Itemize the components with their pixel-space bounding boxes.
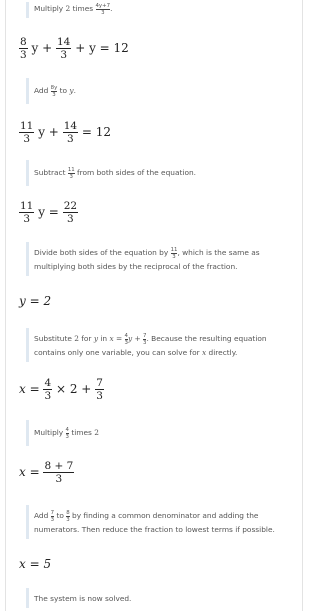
step-explanation-5 [26,328,288,362]
fraction-denominator: 3 [69,173,73,180]
step-variable: x [202,347,207,357]
step-bar [26,78,29,104]
fraction-numerator: 4 [124,332,128,339]
step-text-part: Substitute [34,334,75,343]
step-explanation-8 [26,588,288,608]
fraction-numerator: 4y+7 [95,2,111,9]
fraction-denominator: 3 [143,339,147,346]
fraction-numerator: 8 + 7 [44,460,74,472]
fraction-numerator: 14 [57,36,71,48]
fraction [19,120,34,145]
step-text [34,242,288,273]
step-text-part: Add [34,86,51,95]
equation-text: y = [38,205,59,219]
fraction-denominator: 3 [43,472,74,485]
fraction [56,36,71,61]
fraction-denominator: 3 [172,253,176,260]
step-text-part: . Because the resulting equation contains only one variable, you can solve for [34,334,267,357]
fraction-numerator: 7 [50,509,55,516]
equation-7 [19,557,51,571]
fraction-numerator: 4 [65,426,69,433]
step-bar [26,2,29,18]
equation-text: × 2 + [55,382,92,396]
fraction-denominator: 3 [124,339,128,346]
step-text-part: . [73,86,76,95]
step-text [34,160,288,180]
step-inline-math: x = [109,334,125,343]
step-text [34,328,288,359]
fraction-numerator: 4 [44,377,52,389]
step-text [34,2,288,16]
step-fraction [96,3,111,16]
step-bar [26,160,29,186]
fraction [19,36,28,61]
fraction [43,460,74,485]
equation-text: = 12 [81,125,112,139]
equation-1 [19,36,129,61]
fraction-numerator: 11 [20,200,34,212]
fraction [95,377,104,402]
step-text-part: Divide both sides of the equation by [34,248,171,257]
equation-3 [19,200,78,225]
fraction-denominator: 3 [50,516,55,523]
fraction-numerator: 8y [50,84,58,91]
fraction-numerator: 8 [20,36,27,48]
equation-text: x = 5 [19,557,52,571]
step-explanation-1 [26,2,288,18]
step-inline-math: y + [127,334,144,343]
fraction-numerator: 22 [63,200,78,212]
equation-text: y + [31,41,53,55]
fraction [19,200,34,225]
equation-4 [19,294,51,308]
step-text-part: Multiply [34,428,66,437]
equation-text: x = [19,382,40,396]
step-explanation-7 [26,505,288,539]
step-explanation-2 [26,78,288,104]
step-bar [26,242,29,276]
step-number: 2 [65,4,71,13]
step-text-part: in [98,334,110,343]
step-number: 2 [94,428,99,437]
equation-text: y = 2 [19,294,52,308]
fraction-denominator: 3 [66,516,70,523]
step-text-part: Subtract [34,168,68,177]
step-bar [26,328,29,362]
equation-5 [19,377,104,402]
step-text-part: by finding a common denominator and adding the numerators. Then reduce the fraction to lowest terms if possible. [34,511,275,534]
fraction-denominator: 3 [19,212,34,225]
step-text-part: for [78,334,94,343]
step-explanation-4 [26,242,288,276]
step-text [34,420,288,440]
fraction-denominator: 3 [96,390,103,402]
step-text-part: The system is now solved. [34,594,132,603]
fraction [63,120,78,145]
fraction-denominator: 3 [63,212,78,225]
step-text-part: Multiply [34,4,66,13]
step-variable: y [69,86,74,95]
fraction-numerator: 8 [66,509,70,516]
fraction-numerator: 7 [96,377,103,389]
fraction-numerator: 11 [67,166,75,173]
fraction-denominator: 3 [65,433,69,440]
step-bar [26,588,29,608]
step-text-part: Add [34,511,51,520]
step-explanation-6 [26,420,288,446]
step-text [34,78,288,98]
fraction-denominator: 3 [19,132,34,145]
step-text-part: , which is the same as multiplying both sides by the reciprocal of the fraction. [34,248,260,271]
step-bar [26,420,29,446]
step-bar [26,505,29,539]
fraction-denominator: 3 [56,48,71,61]
step-fraction [68,167,75,180]
equation-text: + y = 12 [75,41,129,55]
fraction-numerator: 11 [170,246,178,253]
fraction-numerator: 11 [20,120,34,132]
step-text-part: to [54,511,67,520]
equation-2 [19,120,111,145]
step-text-part: from both sides of the equation. [74,168,196,177]
fraction [43,377,52,402]
fraction-denominator: 3 [63,132,78,145]
fraction-denominator: 3 [44,390,52,402]
equation-text: y + [38,125,59,139]
fraction-denominator: 3 [52,91,56,98]
step-text-part: times [70,4,96,13]
step-explanation-3 [26,160,288,186]
fraction [63,200,78,225]
step-text-part: . [110,4,113,13]
equation-text: x = [19,465,40,479]
fraction-numerator: 7 [143,332,147,339]
step-text-part: directly. [206,347,238,357]
step-number: 2 [74,334,79,343]
step-variable: y [93,334,99,343]
fraction-numerator: 14 [63,120,78,132]
step-text-part: to [57,86,70,95]
fraction-denominator: 3 [20,49,27,61]
fraction-denominator: 3 [96,9,111,16]
step-text [34,505,288,536]
equation-6 [19,460,74,485]
step-text-part: times [68,428,95,437]
step-text [34,588,288,605]
